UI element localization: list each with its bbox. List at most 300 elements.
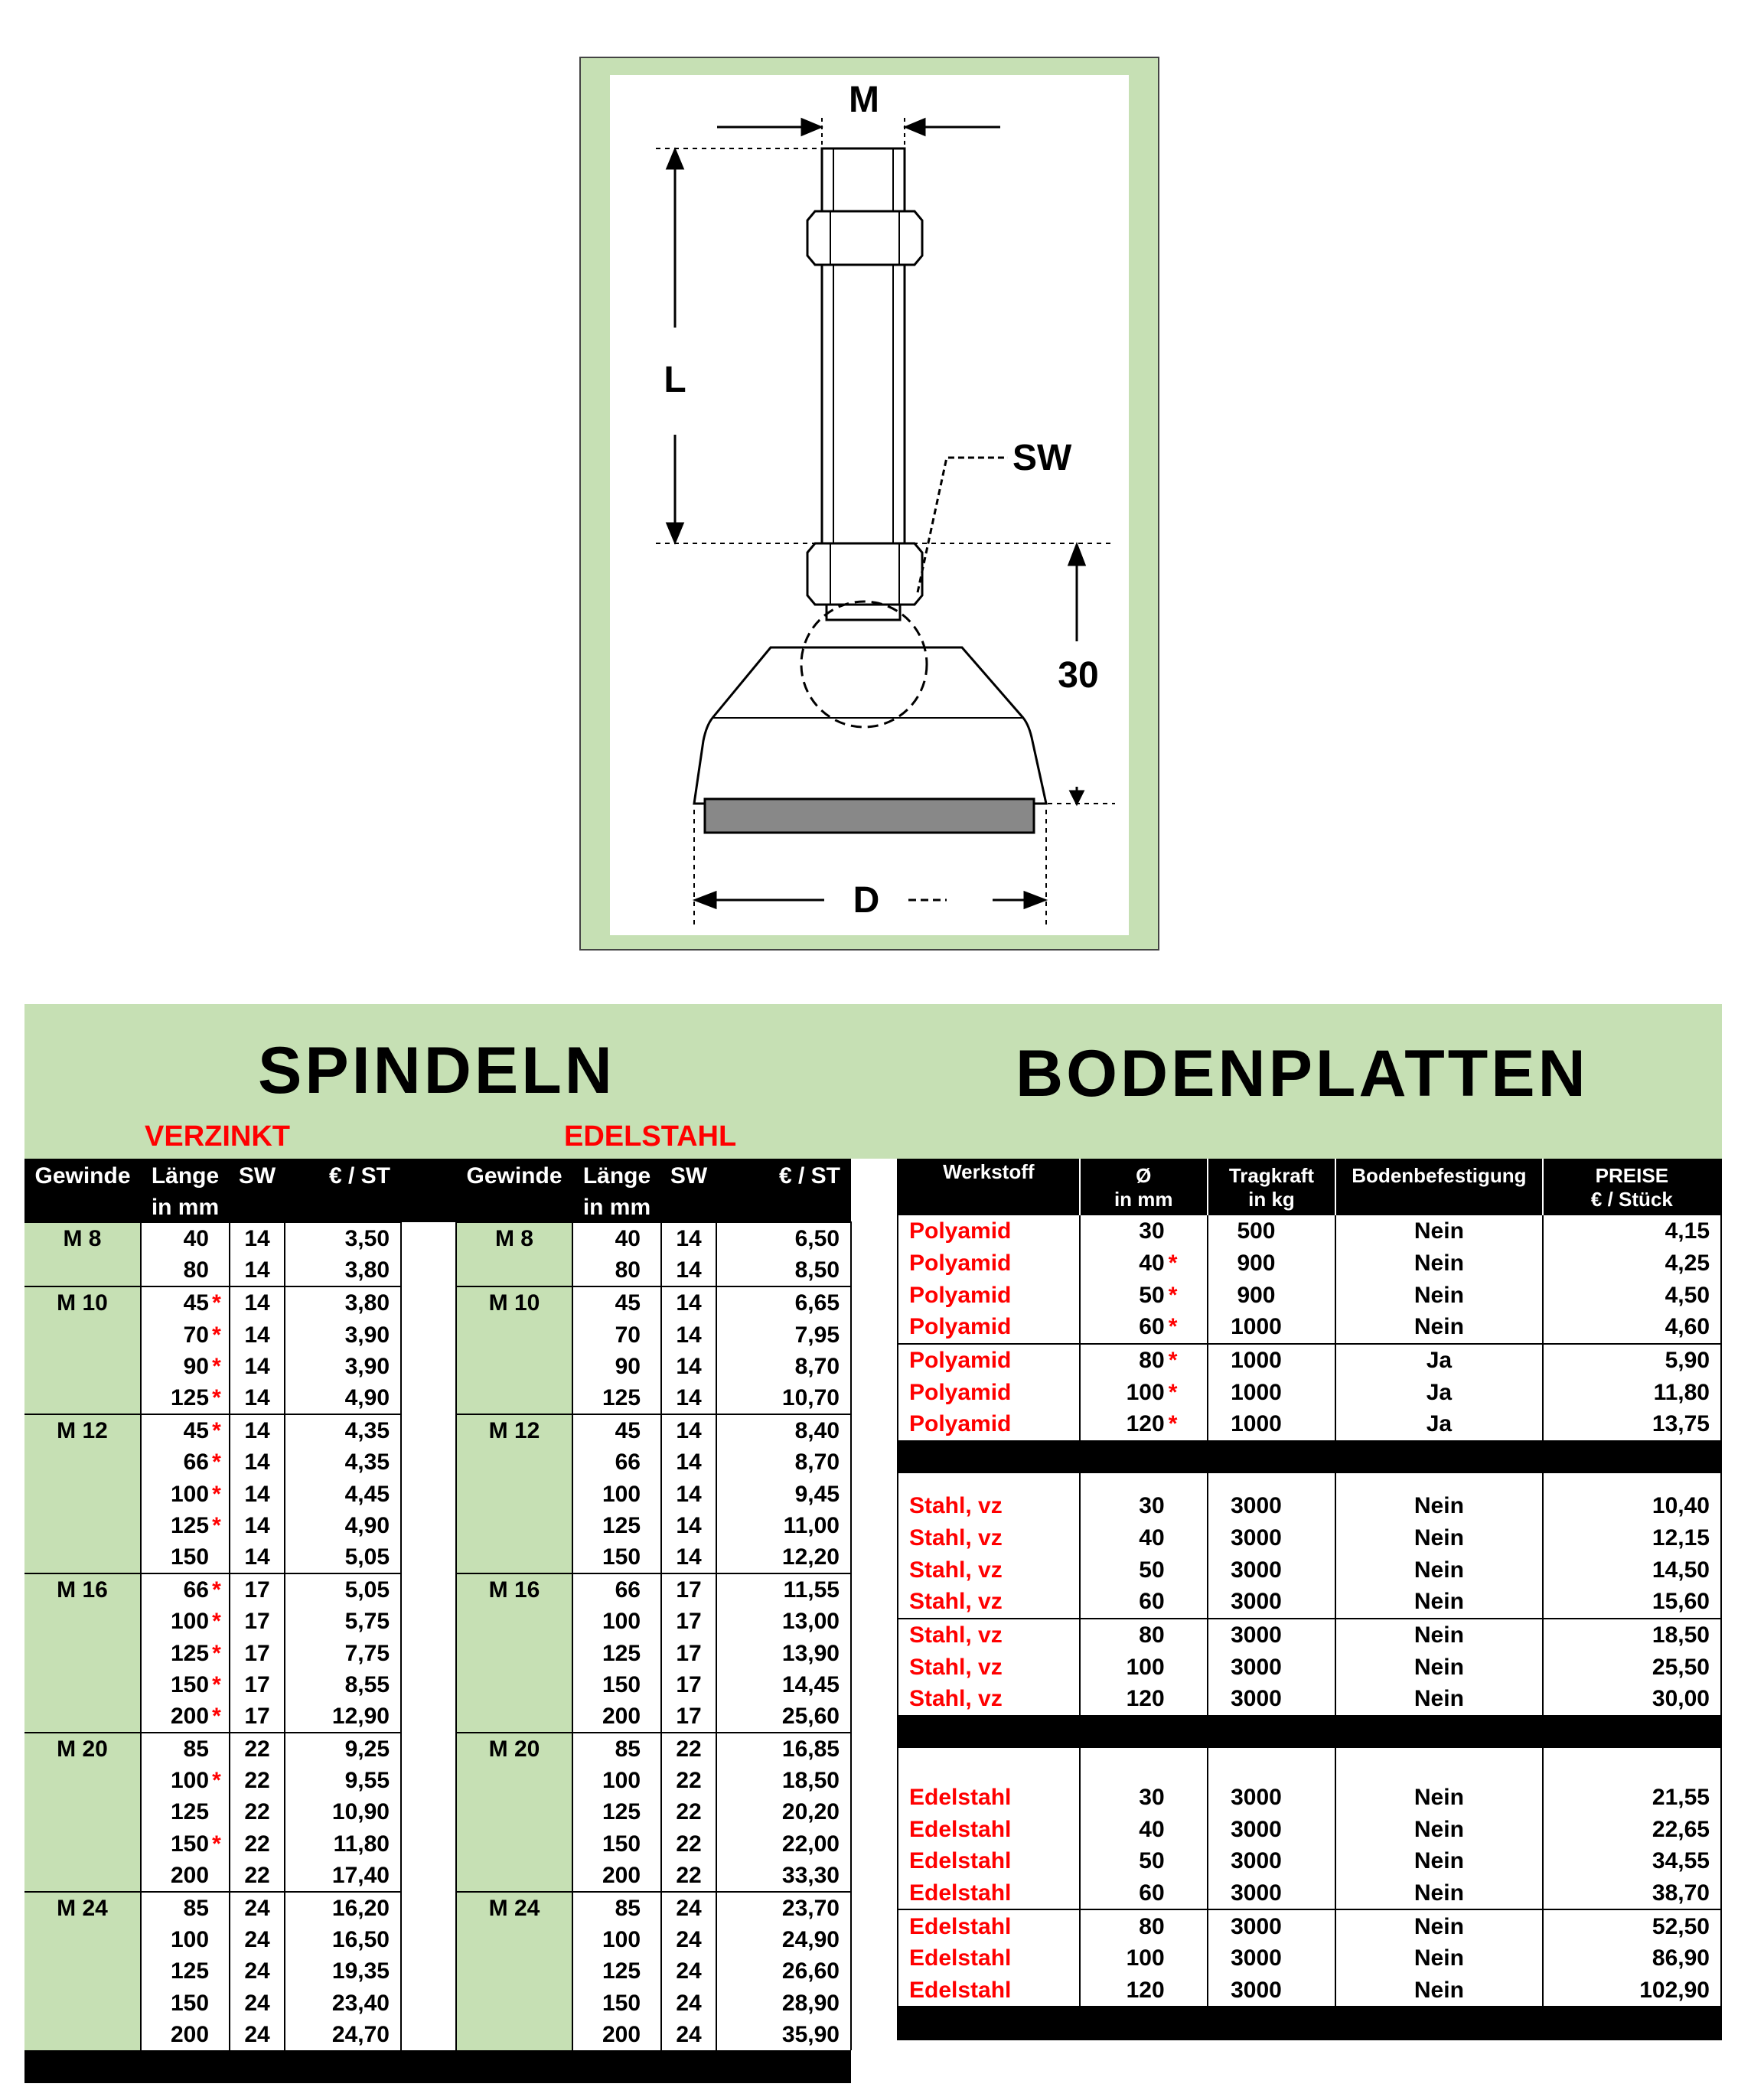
spindeln-row — [24, 1733, 851, 1765]
laenge-value: 150 — [171, 1831, 210, 1857]
sw-cell: 22 — [661, 1828, 716, 1860]
preis-header: € / ST — [285, 1159, 401, 1193]
star-marker: * — [212, 1353, 221, 1379]
werkstoff-cell: Stahl, vz — [909, 1493, 1003, 1519]
preis-cell: 6,50 — [716, 1222, 851, 1254]
gewinde-cell — [24, 1510, 141, 1541]
sw-cell: 17 — [230, 1669, 285, 1701]
label-l: L — [664, 360, 686, 400]
preis-cell: 8,70 — [716, 1351, 851, 1382]
spacer-cell — [401, 1828, 456, 1860]
leveling-foot-drawing — [610, 75, 1129, 935]
laenge-value: 125 — [602, 1958, 641, 1984]
laenge-header: Länge — [572, 1159, 661, 1193]
spindeln-row — [24, 1414, 851, 1446]
durchmesser-cell — [1080, 1845, 1208, 1877]
bodenplatten-row — [898, 1942, 1721, 1974]
durchmesser-header-unit: in mm — [1114, 1188, 1173, 1211]
preis-cell: 16,85 — [716, 1733, 851, 1765]
werkstoff-cell: Stahl, vz — [909, 1654, 1003, 1680]
befestigung-header-label: Bodenbefestigung — [1352, 1164, 1527, 1187]
bodenplatten-row — [898, 1554, 1721, 1586]
spacer-cell — [401, 1606, 456, 1637]
sw-cell: 24 — [230, 1988, 285, 2019]
star-marker: * — [212, 1577, 221, 1603]
bodenplatten-row — [898, 1490, 1721, 1522]
preise-header-unit: € / Stück — [1590, 1188, 1673, 1211]
durchmesser-value: 100 — [1126, 1945, 1165, 1971]
spacer-cell — [401, 1286, 456, 1319]
preis-cell: 38,70 — [1543, 1877, 1721, 1910]
gewinde-cell — [24, 1351, 141, 1382]
laenge-value: 100 — [602, 1768, 641, 1794]
tragkraft-cell: 3000 — [1208, 1845, 1335, 1877]
gewinde-cell: M 24 — [24, 1892, 141, 1924]
tragkraft-cell: 3000 — [1208, 1974, 1335, 2007]
preis-cell: 26,60 — [716, 1955, 851, 1987]
sw-cell: 14 — [661, 1319, 716, 1351]
unit-spacer — [24, 1193, 141, 1222]
preis-cell: 12,90 — [285, 1701, 401, 1733]
laenge-cell — [572, 1701, 661, 1733]
sw-cell: 24 — [661, 2019, 716, 2050]
durchmesser-value: 100 — [1126, 1379, 1165, 1405]
tragkraft-cell: 500 — [1208, 1215, 1335, 1247]
preis-cell: 11,80 — [1543, 1376, 1721, 1408]
spacer-cell — [1335, 1748, 1543, 1765]
werkstoff-header — [898, 1159, 1080, 1215]
sw-header: SW — [661, 1159, 716, 1193]
gewinde-cell: M 12 — [456, 1414, 572, 1446]
gewinde-cell — [456, 1606, 572, 1637]
laenge-cell — [141, 1892, 230, 1924]
sw-cell: 14 — [661, 1382, 716, 1414]
preis-cell: 8,50 — [716, 1254, 851, 1286]
tragkraft-cell: 3000 — [1208, 1651, 1335, 1683]
laenge-cell — [141, 1860, 230, 1892]
laenge-cell — [572, 1765, 661, 1796]
bodenplatten-row — [898, 1813, 1721, 1845]
sw-cell: 22 — [661, 1796, 716, 1828]
durchmesser-cell — [1080, 1942, 1208, 1974]
preis-cell: 8,70 — [716, 1446, 851, 1478]
preis-cell: 8,40 — [716, 1414, 851, 1446]
preis-cell: 4,50 — [1543, 1279, 1721, 1311]
preis-cell: 18,50 — [1543, 1619, 1721, 1652]
durchmesser-cell — [1080, 1554, 1208, 1586]
spacer-cell — [401, 1382, 456, 1414]
sw-cell: 24 — [661, 1924, 716, 1955]
laenge-value: 90 — [615, 1353, 641, 1379]
laenge-value: 45 — [183, 1418, 209, 1444]
bodenplatten-row — [898, 1845, 1721, 1877]
sw-cell: 14 — [661, 1286, 716, 1319]
laenge-value: 100 — [171, 1927, 210, 1953]
werkstoff-cell: Polyamid — [909, 1282, 1012, 1308]
laenge-value: 200 — [171, 1703, 210, 1729]
sw-cell: 24 — [230, 1924, 285, 1955]
werkstoff-cell: Stahl, vz — [909, 1589, 1003, 1615]
laenge-cell — [572, 1796, 661, 1828]
befestigung-cell: Nein — [1335, 1490, 1543, 1522]
durchmesser-value: 50 — [1139, 1848, 1165, 1874]
preis-cell: 9,45 — [716, 1479, 851, 1510]
star-marker: * — [212, 1768, 221, 1794]
sw-cell: 24 — [230, 1955, 285, 1987]
tragkraft-header-label: Tragkraft — [1228, 1164, 1315, 1187]
spindeln-footer-bar — [24, 2050, 851, 2083]
spacer-cell — [401, 1351, 456, 1382]
spacer-cell — [1080, 1765, 1208, 1782]
gewinde-cell — [24, 1796, 141, 1828]
tragkraft-cell: 3000 — [1208, 1554, 1335, 1586]
preis-cell: 3,80 — [285, 1254, 401, 1286]
gewinde-cell — [456, 1924, 572, 1955]
preis-cell: 102,90 — [1543, 1974, 1721, 2007]
spindeln-row — [24, 1479, 851, 1510]
sw-header: SW — [230, 1159, 285, 1193]
durchmesser-cell — [1080, 1813, 1208, 1845]
laenge-cell — [141, 1222, 230, 1254]
bodenplatten-row — [898, 1974, 1721, 2007]
spindeln-row — [24, 1606, 851, 1637]
spacer-cell — [1543, 1473, 1721, 1490]
bodenplatten-row — [898, 1619, 1721, 1652]
preis-cell: 7,95 — [716, 1319, 851, 1351]
preis-cell: 5,05 — [285, 1573, 401, 1606]
laenge-cell — [572, 1988, 661, 2019]
werkstoff-cell: Edelstahl — [909, 1816, 1012, 1842]
tragkraft-cell: 1000 — [1208, 1408, 1335, 1440]
tragkraft-cell: 1000 — [1208, 1311, 1335, 1344]
laenge-cell — [141, 1446, 230, 1478]
durchmesser-cell — [1080, 1909, 1208, 1942]
werkstoff-header-label: Werkstoff — [943, 1160, 1035, 1183]
befestigung-header — [1335, 1159, 1543, 1215]
laenge-value: 90 — [183, 1353, 209, 1379]
gewinde-cell — [24, 1669, 141, 1701]
spindeln-row — [24, 1446, 851, 1478]
preis-cell: 7,75 — [285, 1637, 401, 1668]
gewinde-cell — [24, 1382, 141, 1414]
preis-cell: 4,60 — [1543, 1311, 1721, 1344]
durchmesser-value: 50 — [1139, 1282, 1165, 1308]
preis-cell: 4,15 — [1543, 1215, 1721, 1247]
werkstoff-cell: Edelstahl — [909, 1945, 1012, 1971]
sw-cell: 17 — [661, 1606, 716, 1637]
gewinde-cell — [456, 1541, 572, 1573]
laenge-cell — [141, 1988, 230, 2019]
befestigung-cell: Nein — [1335, 1586, 1543, 1619]
sw-cell: 14 — [661, 1446, 716, 1478]
befestigung-cell: Nein — [1335, 1651, 1543, 1683]
durchmesser-cell — [1080, 1782, 1208, 1814]
preis-cell: 12,20 — [716, 1541, 851, 1573]
preis-cell: 86,90 — [1543, 1942, 1721, 1974]
laenge-value: 200 — [171, 1862, 210, 1888]
werkstoff-cell: Stahl, vz — [909, 1524, 1003, 1551]
durchmesser-cell — [1080, 1311, 1208, 1344]
preis-cell: 14,45 — [716, 1669, 851, 1701]
durchmesser-cell — [1080, 1490, 1208, 1522]
preis-cell: 11,00 — [716, 1510, 851, 1541]
gewinde-cell: M 10 — [456, 1286, 572, 1319]
laenge-cell — [141, 1414, 230, 1446]
star-marker: * — [1168, 1251, 1178, 1277]
spindeln-row — [24, 1924, 851, 1955]
laenge-value: 85 — [183, 1896, 209, 1922]
sw-cell: 17 — [661, 1573, 716, 1606]
durchmesser-value: 30 — [1139, 1784, 1165, 1810]
laenge-cell — [572, 1955, 661, 1987]
spindeln-unit-row — [24, 1193, 851, 1222]
bodenplatten-row — [898, 1683, 1721, 1715]
durchmesser-value: 80 — [1139, 1348, 1165, 1374]
preis-cell: 10,90 — [285, 1796, 401, 1828]
preis-cell: 11,80 — [285, 1828, 401, 1860]
gewinde-cell — [456, 1701, 572, 1733]
spacer-row — [898, 1748, 1721, 1765]
preis-cell: 11,55 — [716, 1573, 851, 1606]
preis-cell: 21,55 — [1543, 1782, 1721, 1814]
laenge-cell — [141, 1573, 230, 1606]
title-band — [24, 1004, 1722, 1159]
befestigung-cell: Nein — [1335, 1619, 1543, 1652]
preis-cell: 33,30 — [716, 1860, 851, 1892]
spindeln-row — [24, 1351, 851, 1382]
durchmesser-cell — [1080, 1344, 1208, 1377]
spindeln-row — [24, 1319, 851, 1351]
laenge-value: 70 — [183, 1322, 209, 1348]
bodenplatten-row — [898, 1522, 1721, 1554]
sw-cell: 22 — [230, 1796, 285, 1828]
befestigung-cell: Nein — [1335, 1683, 1543, 1715]
spindeln-row — [24, 1254, 851, 1286]
spacer-cell — [401, 1541, 456, 1573]
preise-header — [1543, 1159, 1721, 1215]
spacer-cell — [401, 1510, 456, 1541]
sw-cell: 14 — [661, 1351, 716, 1382]
gewinde-cell — [456, 1860, 572, 1892]
spindeln-table — [24, 1159, 852, 2083]
laenge-value: 125 — [171, 1640, 210, 1666]
durchmesser-value: 60 — [1139, 1314, 1165, 1340]
preis-cell: 12,15 — [1543, 1522, 1721, 1554]
preis-cell: 6,65 — [716, 1286, 851, 1319]
gewinde-cell — [24, 1479, 141, 1510]
befestigung-header-unit-blank — [1336, 1188, 1542, 1211]
laenge-value: 45 — [615, 1418, 641, 1444]
laenge-cell — [572, 1892, 661, 1924]
spacer-cell — [1208, 1765, 1335, 1782]
sw-cell: 17 — [230, 1606, 285, 1637]
bodenplatten-row — [898, 1651, 1721, 1683]
preis-cell: 18,50 — [716, 1765, 851, 1796]
gewinde-cell — [456, 1382, 572, 1414]
laenge-value: 40 — [615, 1226, 641, 1252]
star-marker: * — [212, 1512, 221, 1538]
gewinde-cell — [456, 1254, 572, 1286]
bodenplatten-row — [898, 1586, 1721, 1619]
laenge-value: 150 — [602, 1831, 641, 1857]
befestigung-cell: Nein — [1335, 1782, 1543, 1814]
sw-cell: 22 — [230, 1860, 285, 1892]
laenge-cell — [141, 1382, 230, 1414]
gewinde-cell: M 24 — [456, 1892, 572, 1924]
subtitle-verzinkt: VERZINKT — [145, 1120, 290, 1153]
preis-cell: 3,90 — [285, 1319, 401, 1351]
durchmesser-cell — [1080, 1651, 1208, 1683]
tragkraft-cell: 3000 — [1208, 1877, 1335, 1910]
laenge-cell — [572, 1319, 661, 1351]
laenge-value: 100 — [602, 1481, 641, 1507]
preis-cell: 4,35 — [285, 1446, 401, 1478]
spacer-cell — [898, 1748, 1080, 1765]
preis-cell: 23,40 — [285, 1988, 401, 2019]
star-marker: * — [1168, 1411, 1178, 1437]
spacer-cell — [401, 2019, 456, 2050]
star-marker: * — [1168, 1314, 1178, 1340]
spacer-row — [898, 1765, 1721, 1782]
preis-cell: 24,70 — [285, 2019, 401, 2050]
gewinde-cell — [24, 2019, 141, 2050]
laenge-value: 100 — [171, 1609, 210, 1635]
laenge-unit: in mm — [572, 1193, 661, 1222]
spindeln-row — [24, 1573, 851, 1606]
sw-cell: 14 — [230, 1382, 285, 1414]
laenge-cell — [572, 1351, 661, 1382]
laenge-value: 100 — [171, 1768, 210, 1794]
werkstoff-cell: Polyamid — [909, 1314, 1012, 1340]
gewinde-cell: M 16 — [456, 1573, 572, 1606]
star-marker: * — [212, 1609, 221, 1635]
spacer-cell — [401, 1669, 456, 1701]
laenge-value: 80 — [615, 1257, 641, 1283]
werkstoff-cell: Stahl, vz — [909, 1557, 1003, 1583]
spacer-cell — [401, 1414, 456, 1446]
laenge-value: 125 — [602, 1385, 641, 1411]
sw-cell: 22 — [230, 1828, 285, 1860]
spindeln-row — [24, 1701, 851, 1733]
durchmesser-value: 40 — [1139, 1816, 1165, 1842]
preis-cell: 28,90 — [716, 1988, 851, 2019]
gewinde-cell: M 16 — [24, 1573, 141, 1606]
durchmesser-cell — [1080, 1619, 1208, 1652]
werkstoff-cell: Polyamid — [909, 1251, 1012, 1277]
spindeln-row — [24, 2019, 851, 2050]
laenge-value: 150 — [602, 1671, 641, 1697]
laenge-cell — [141, 1924, 230, 1955]
gewinde-cell — [456, 1988, 572, 2019]
preis-cell: 10,70 — [716, 1382, 851, 1414]
durchmesser-cell — [1080, 1408, 1208, 1440]
sw-cell: 17 — [661, 1669, 716, 1701]
laenge-cell — [141, 1669, 230, 1701]
laenge-cell — [141, 1510, 230, 1541]
separator-bar — [898, 2006, 1721, 2040]
laenge-cell — [572, 1446, 661, 1478]
durchmesser-cell — [1080, 1376, 1208, 1408]
werkstoff-cell: Polyamid — [898, 1344, 1080, 1377]
befestigung-cell: Ja — [1335, 1408, 1543, 1440]
sw-cell: 14 — [661, 1414, 716, 1446]
bodenplatten-row — [898, 1376, 1721, 1408]
spacer-cell — [401, 1637, 456, 1668]
preis-cell: 17,40 — [285, 1860, 401, 1892]
sw-cell: 14 — [230, 1414, 285, 1446]
label-sw: SW — [1012, 438, 1072, 478]
laenge-cell — [141, 1286, 230, 1319]
sw-cell: 14 — [230, 1222, 285, 1254]
sw-cell: 14 — [661, 1541, 716, 1573]
unit-spacer — [716, 1193, 851, 1222]
durchmesser-value: 80 — [1139, 1622, 1165, 1648]
laenge-cell — [572, 1637, 661, 1668]
preis-cell: 4,90 — [285, 1510, 401, 1541]
laenge-cell — [572, 1286, 661, 1319]
bodenplatten-table — [897, 1159, 1722, 2040]
separator-bar — [898, 1440, 1721, 1473]
laenge-value: 150 — [602, 1544, 641, 1570]
spindeln-row — [24, 1765, 851, 1796]
preis-cell: 3,90 — [285, 1351, 401, 1382]
tragkraft-cell: 3000 — [1208, 1522, 1335, 1554]
bodenplatten-row — [898, 1877, 1721, 1910]
durchmesser-header — [1080, 1159, 1208, 1215]
sw-cell: 24 — [661, 1955, 716, 1987]
spacer-cell — [401, 1573, 456, 1606]
laenge-cell — [572, 2019, 661, 2050]
durchmesser-value: 120 — [1126, 1978, 1165, 2004]
gewinde-cell: M 12 — [24, 1414, 141, 1446]
preis-cell: 10,40 — [1543, 1490, 1721, 1522]
tragkraft-header-unit: in kg — [1248, 1188, 1295, 1211]
gewinde-cell: M 20 — [24, 1733, 141, 1765]
laenge-cell — [572, 1573, 661, 1606]
laenge-value: 100 — [602, 1609, 641, 1635]
preis-cell: 30,00 — [1543, 1683, 1721, 1715]
werkstoff-cell: Edelstahl — [909, 1784, 1012, 1810]
separator-bar — [898, 1715, 1721, 1748]
bodenplatten-row — [898, 1909, 1721, 1942]
durchmesser-value: 40 — [1139, 1524, 1165, 1551]
laenge-value: 150 — [171, 1990, 210, 2016]
star-marker: * — [212, 1385, 221, 1411]
befestigung-cell: Ja — [1335, 1376, 1543, 1408]
durchmesser-value: 80 — [1139, 1913, 1165, 1939]
gewinde-cell — [456, 1319, 572, 1351]
sw-cell: 24 — [661, 1988, 716, 2019]
laenge-cell — [572, 1510, 661, 1541]
werkstoff-cell: Edelstahl — [898, 1909, 1080, 1942]
preis-cell: 16,50 — [285, 1924, 401, 1955]
preis-cell: 35,90 — [716, 2019, 851, 2050]
gewinde-cell — [456, 1637, 572, 1668]
unit-spacer — [401, 1193, 456, 1222]
laenge-value: 125 — [602, 1640, 641, 1666]
preis-cell: 22,00 — [716, 1828, 851, 1860]
spindeln-row — [24, 1382, 851, 1414]
laenge-value: 80 — [183, 1257, 209, 1283]
befestigung-cell: Nein — [1335, 1942, 1543, 1974]
laenge-cell — [141, 1479, 230, 1510]
laenge-value: 66 — [183, 1577, 209, 1603]
laenge-cell — [572, 1924, 661, 1955]
laenge-value: 40 — [183, 1226, 209, 1252]
spacer-cell — [1208, 1473, 1335, 1490]
laenge-cell — [141, 1606, 230, 1637]
star-marker: * — [212, 1449, 221, 1476]
